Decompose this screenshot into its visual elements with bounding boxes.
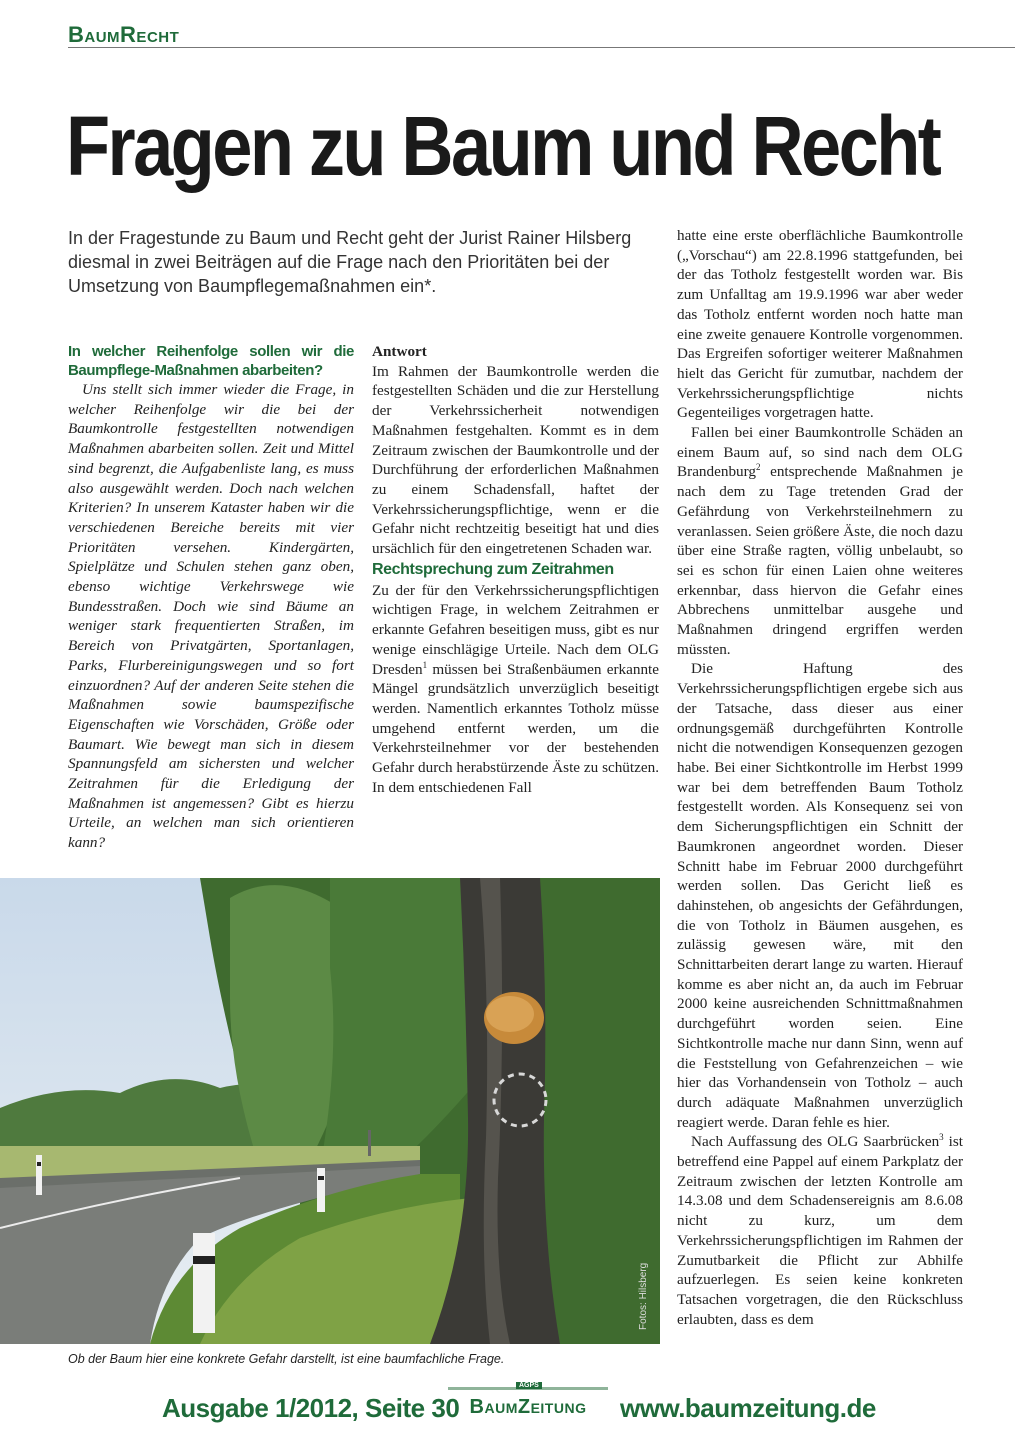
footer-issue: Ausgabe 1/2012, Seite 30	[162, 1393, 460, 1423]
col3-paragraph-3: Die Haftung des Verkehrssicherungspflichtigen ergebe sich aus der Tatsache, dass dieser aus einer ordnungsgemäß durchgeführten Kontrolle nicht die notwendigen Konsequenzen gezogen habe. Bei einer Sichtkontrolle im Herbst 1999 war bei dem betreffenden Baum Totholz festgestellt worden. Als Konsequenz sei von dem Sicherungspflichtigen ein Schnitt der Baumkronen angeordnet worden. Dieser Schnitt habe im Februar 2000 durchgeführt werden sollen. Das Gericht ließ es dahinstehen, ob angesichts der Gefährdungen, die von Totholz in Bäumen ausgehen, es zulässig gewesen wäre, mit den Schnittarbeiten derart lange zu warten. Hierauf komme es aber nicht an, da auch im Februar 2000 keine ausreichenden Schnittmaßnahmen durchgeführt worden seien. Eine Sichtkontrolle mache nur dann Sinn, wenn auf die Feststellung von Gefahrenzeichen – wie hier das Vorhandensein von Totholz – auch durch adäquate Maßnahmen unverzüglich reagiert werde. Daran fehle es hier.	[677, 660, 963, 1131]
question-text: Uns stellt sich immer wieder die Frage, in welcher Reihenfolge wir die bei der Baumkontrolle festgestellten notwendigen Maßnahmen abarbeiten sollen. Zeit und Mittel sind begrenzt, die Aufgabenliste lang, es muss also ausgewählt werden. Doch nach welchen Kriterien? In unserem Kataster haben wir die verschiedenen Bereiche bereits mit vier Prioritäten versehen. Kindergärten, Spielplätze und Schulen stehen ganz oben, ebenso wichtige Verkehrswege wie Bundesstraßen. Doch wie sind Bäume an weniger stark frequentierten Straßen, im Bereich von Privatgärten, Sportanlagen, Parks, Flurbereinigungswegen und so fort einzuordnen? Auf der anderen Seite stehen die Maßnahmen sowie baumspezifische Eigenschaften wie Vorschäden, Größe oder Baumart. Wie bewegt man sich in diesem Spannungsfeld am sichersten und welcher Zeitrahmen für die Erledigung der Maßnahmen ist angemessen? Gibt es hierzu Urteile, an welchen man sich orientieren kann?	[68, 381, 354, 852]
photo-credit: Fotos: Hilsberg	[638, 1262, 649, 1330]
photo-caption: Ob der Baum hier eine konkrete Gefahr darstellt, ist eine baumfachliche Frage.	[68, 1352, 505, 1366]
brand-name: BaumZeitung	[469, 1396, 587, 1418]
answer-heading: Antwort	[372, 343, 427, 360]
tree-photo	[0, 878, 660, 1344]
question-heading: In welcher Reihenfolge sollen wir die Baumpflege-Maßnahmen abarbeiten?	[68, 343, 354, 379]
section-label: BaumRecht	[68, 22, 180, 47]
page-footer	[0, 1382, 1015, 1440]
column-2	[372, 342, 659, 797]
col3-paragraph-1: hatte eine erste oberflächliche Baumkontrolle („Vorschau“) am 22.8.1996 stattgefunden, bei der das Totholz festgestellt worden war. Bis zum Unfalltag am 19.9.1996 war aber weder das Totholz entfernt worden noch hatte man eine zweite genauere Kontrolle vorgenommen. Das Ergreifen sofortiger weiterer Maßnahmen hielt das Gericht für zumutbar, nachdem der Verkehrssicherungspflichtige nichts Gegenteiliges vorgetragen hatte.	[677, 227, 963, 422]
rechtsprechung-heading: Rechtsprechung zum Zeitrahmen	[372, 560, 614, 578]
page-title: Fragen zu Baum und Recht	[66, 99, 940, 193]
footnote-1: 1	[422, 659, 428, 670]
column-1	[68, 342, 354, 853]
answer-text: Im Rahmen der Baumkontrolle werden die festgestellten Schäden und die zur Herstellung der Verkehrssicherheit notwendigen Maßnahmen festgehalten. Kommt es in dem Zeitraum zwischen der Baumkontrolle und der Durchführung der erforderlichen Maßnahmen zu einem Schadensfall, haftet der Verkehrssicherungspflichtige, wenn er die Gefahr nicht rechtzeitig beseitigt hat und dies ursächlich für den eingetretenen Schaden war.	[372, 362, 659, 558]
footnote-2: 2	[756, 462, 761, 473]
top-rule	[68, 47, 1015, 48]
intro-text: In der Fragestunde zu Baum und Recht geht der Jurist Rainer Hilsberg diesmal in zwei Beiträgen auf die Frage nach den Prioritäten bei der Umsetzung von Baumpflegemaßnahmen ein*.	[68, 228, 632, 296]
footnote-3: 3	[939, 1132, 944, 1143]
column-3	[677, 226, 963, 1329]
col3-paragraph-4: Nach Auffassung des OLG Saarbrücken$^3$ ist betreffend eine Pappel auf einem Parkplatz der Zeitraum zwischen der letzten Kontrolle am 14.3.08 und dem Schadensereignis am 8.6.08 nicht zu kurz, um dem Verkehrssicherungspflichtigen im Rahmen der Zumutbarkeit die Pflicht zur Abhilfe aufzuerlegen. Es seien keine konkreten Tatsachen vorgetragen, die den Rückschluss erlaubten, dass es dem	[677, 1132, 963, 1328]
roadside-tree-illustration	[0, 878, 660, 1344]
footer-url[interactable]: www.baumzeitung.de	[620, 1393, 876, 1423]
col3-paragraph-2: Fallen bei einer Baumkontrolle Schäden an einem Baum auf, so sind nach dem OLG Brandenburg$^2$ entsprechende Maßnahmen je nach dem zu Tage tretenden Grad der Gefährdung von Verkehrsteilnehmern zu veranlassen. Seien größere Äste, die noch dazu über eine Straße ragten, völlig unbelaubt, so sei es schon für einen Laien ohne weiteres erkennbar, dass hiervon die Gefahr eines Abbrechens unmittelbar ausgehe und Maßnahmen dringend ergriffen werden müssten.	[677, 424, 963, 658]
brand-logo-mark: AGPS	[516, 1382, 542, 1389]
footer-brand	[448, 1382, 608, 1419]
rechtsprechung-text: Zu der für den Verkehrssicherungspflichtigen wichtigen Frage, in welchem Zeitrahmen er erkannte Gefahren beseitigen muss, gibt es nur wenige einschlägige Urteile. Nach dem OLG Dresden$^1$ müssen bei Straßenbäumen erkannte Mängel grundsätzlich unverzüglich beseitigt werden. Namentlich erkanntes Totholz müsse umgehend entfernt werden, um die Verkehrsteilnehmer vor der bestehenden Gefahr durch herabstürzende Äste zu schützen. In dem entschiedenen Fall	[372, 581, 659, 796]
